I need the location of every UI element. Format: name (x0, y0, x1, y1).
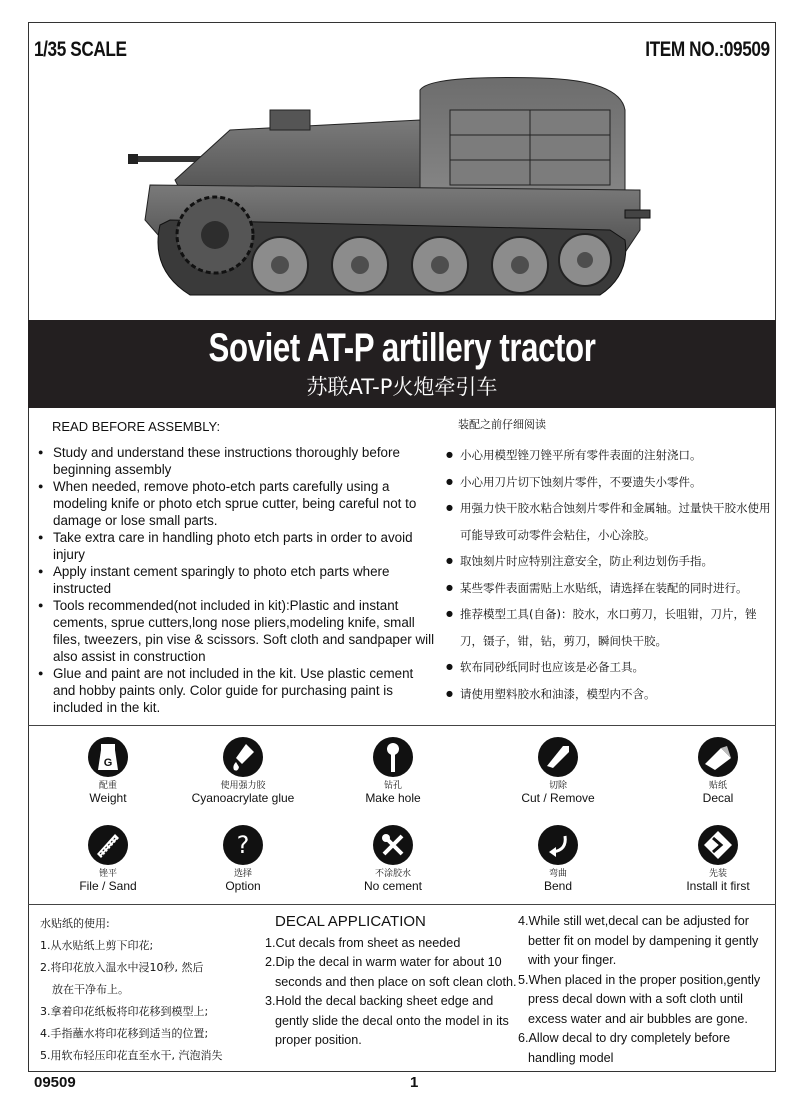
legend-cn: 锉平 (98, 869, 117, 879)
legend-en: Decal (702, 791, 734, 805)
install-first-icon (697, 824, 739, 866)
decal-step-cont: proper position. (275, 1033, 362, 1047)
legend-cn: 不涂胶水 (374, 869, 411, 879)
decal-step-cn: 2.将印花放入温水中浸10秒, 然后 (40, 961, 204, 974)
decal-step-cont: with your finger. (528, 953, 617, 967)
legend-cn: 贴纸 (708, 781, 727, 791)
item-number: ITEM NO.:09509 (645, 38, 770, 61)
read-item-cn: ● 用强力快干胶水粘合蚀刻片零件和金属轴。过量快干胶水使用可能导致可动零件会粘住，小心涂胶。 (446, 495, 771, 548)
decal-step: 6.Allow decal to dry completely before (518, 1031, 731, 1045)
legend-cn: 钻孔 (383, 781, 402, 791)
read-item-cn: ● 取蚀刻片时应特别注意安全，防止利边划伤手指。 (446, 548, 771, 575)
decal-step-cn-cont: 放在干净布上。 (52, 983, 129, 996)
decal-step: 4.While still wet,decal can be adjusted for (518, 914, 750, 928)
decal-step: 3.Hold the decal backing sheet edge and (265, 994, 494, 1008)
tractor-illustration (120, 70, 680, 310)
legend-en: Cyanoacrylate glue (191, 791, 295, 805)
legend-cn: 先装 (708, 869, 727, 879)
decal-step: 2.Dip the decal in warm water for about 10 (265, 955, 502, 969)
read-item: ● Take extra care in handling photo etch parts in order to avoid injury (38, 529, 438, 563)
read-item: ● When needed, remove photo-etch parts carefully using a modeling knife or photo etch sprue cutter, being careful not to damage or lose small parts. (38, 478, 438, 529)
read-item-cn: ● 某些零件表面需贴上水贴纸，请选择在装配的同时进行。 (446, 575, 771, 602)
legend-cut (488, 736, 628, 805)
read-item-cn: ● 小心用刀片切下蚀刻片零件，不要遗失小零件。 (446, 469, 771, 496)
title-chinese: 苏联AT-P火炮牵引车 (306, 375, 498, 399)
read-before-heading: READ BEFORE ASSEMBLY: (52, 419, 221, 434)
svg-text:?: ? (236, 831, 250, 859)
legend-no-cement (323, 824, 463, 893)
weight-letter: G (103, 757, 113, 769)
read-before-chinese (446, 418, 771, 707)
decal-step-cont: excess water and air bubbles are gone. (528, 1011, 748, 1026)
glue-icon (222, 736, 264, 778)
decal-step: 5.When placed in the proper position,gently (518, 972, 761, 987)
footer-item-number: 09509 (34, 1074, 76, 1091)
legend-bend (488, 824, 628, 893)
legend-cn: 选择 (233, 869, 252, 879)
legend-cn: 配重 (98, 781, 117, 791)
legend-option (173, 824, 313, 893)
read-item: ● Study and understand these instructions thoroughly before beginning assembly (38, 444, 438, 478)
decal-step: 1.Cut decals from sheet as needed (265, 935, 461, 950)
file-icon (87, 824, 129, 866)
legend-en: Make hole (365, 791, 421, 805)
decal-step-cont: better fit on model by dampening it gently (528, 933, 759, 948)
decal-step-cont: handling model (528, 1050, 614, 1065)
decal-step-cont: seconds and then place on soft clean cloth. (275, 974, 517, 989)
read-item-cn: ● 推荐模型工具(自备)：胶水，水口剪刀，长咀钳，刀片，锉刀，镊子，钳，钻，剪刀，瞬间快干胶。 (446, 601, 771, 654)
legend-en: No cement (363, 879, 423, 893)
read-item: ● Apply instant cement sparingly to photo etch parts where instructed (38, 563, 438, 597)
title-english: Soviet AT-P artillery tractor (208, 326, 596, 370)
decal-instructions-english-right (518, 912, 773, 1068)
read-item-cn: ● 请使用塑料胶水和油漆，模型内不含。 (446, 681, 771, 708)
legend-en: Cut / Remove (521, 791, 595, 805)
scale-label: 1/35 SCALE (34, 38, 127, 61)
legend-cn: 使用强力胶 (220, 781, 266, 791)
read-item: ● Glue and paint are not included in the kit. Use plastic cement and hobby paints only. Color guide for purchasing paint is included in the kit. (38, 665, 438, 716)
decal-icon (697, 736, 739, 778)
legend-drill (323, 736, 463, 805)
read-item-cn: ● 软布同砂纸同时也应该是必备工具。 (446, 654, 771, 681)
drill-icon (372, 736, 414, 778)
legend-en: Option (225, 879, 261, 893)
no-cement-icon (372, 824, 414, 866)
legend-en: Weight (89, 791, 127, 805)
decal-heading: DECAL APPLICATION (275, 913, 426, 930)
decal-instructions-chinese (40, 913, 260, 1067)
option-icon (222, 824, 264, 866)
symbol-legend (28, 725, 776, 905)
legend-file (38, 824, 178, 893)
decal-step-cn: 3.拿着印花纸板将印花移到模型上; (40, 1005, 209, 1018)
bend-icon (537, 824, 579, 866)
decal-step-cont: press decal down with a soft cloth until (528, 992, 743, 1006)
legend-decal (648, 736, 788, 805)
legend-weight (38, 736, 178, 805)
legend-glue (173, 736, 313, 805)
title-band (28, 320, 776, 408)
decal-step-cont: gently slide the decal onto the model in its (275, 1013, 509, 1028)
legend-en: File / Sand (79, 879, 137, 893)
decal-heading-cn: 水贴纸的使用: (40, 917, 110, 930)
decal-instructions-english-left (265, 912, 520, 1051)
cut-icon (537, 736, 579, 778)
weight-icon (87, 736, 129, 778)
read-before-heading-cn: 装配之前仔细阅读 (458, 418, 546, 431)
page-number: 1 (410, 1074, 419, 1091)
legend-cn: 弯曲 (548, 869, 567, 879)
read-item: ● Tools recommended(not included in kit):Plastic and instant cements, sprue cutters,long nose pliers,modeling knife, small files, tweezers, pin vise & scissors. Soft cloth and sandpaper will also assist in construction (38, 597, 438, 665)
legend-en: Bend (543, 879, 573, 893)
read-before-english (38, 418, 438, 716)
decal-step-cn: 5.用软布轻压印花直至水干, 汽泡消失 (40, 1049, 223, 1062)
legend-install-first (648, 824, 788, 893)
legend-cn: 切除 (548, 781, 567, 791)
read-item-cn: ● 小心用模型锉刀锉平所有零件表面的注射浇口。 (446, 442, 771, 469)
decal-step-cn: 4.手指蘸水将印花移到适当的位置; (40, 1027, 209, 1040)
legend-en: Install it first (686, 879, 750, 893)
decal-step-cn: 1.从水贴纸上剪下印花; (40, 939, 154, 952)
